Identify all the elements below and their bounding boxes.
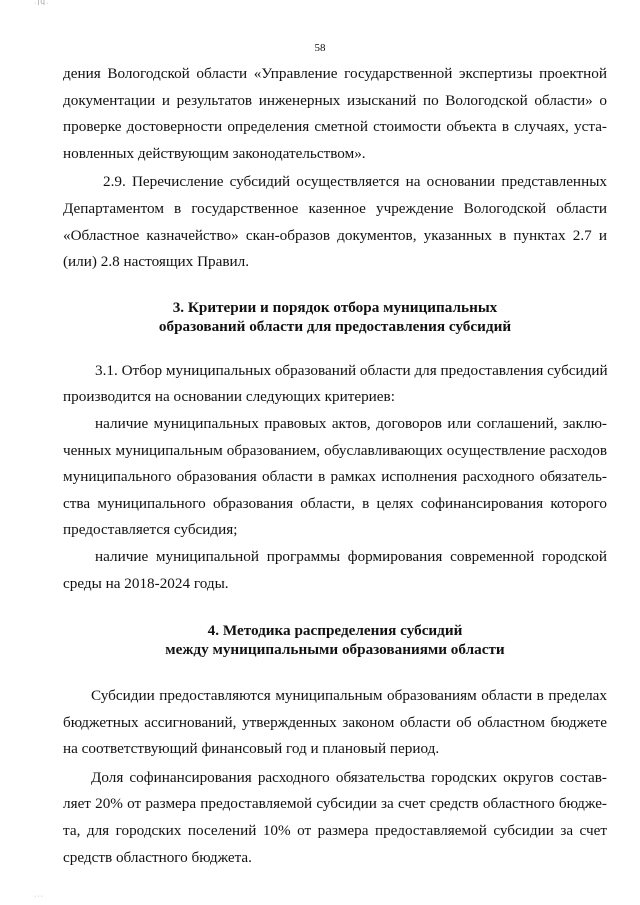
text-line: муниципального образования области в рамках исполнения расходного обязатель- [63,468,607,486]
text-line: «Областное казначейство» скан-образов документов, указанных в пунктах 2.7 и [63,226,607,244]
document-body [63,61,607,871]
section-4-heading [63,621,607,659]
paragraph-4-1 [63,683,607,763]
paragraph-criterion-1 [63,411,607,544]
text-line: та, для городских поселений 10% от размера предоставляемой субсидии за счет [63,822,607,840]
paragraph-3-1 [63,358,607,411]
text-line: наличие муниципальной программы формирования современной городской [95,547,607,565]
heading-line: между муниципальными образованиями области [165,641,505,659]
text-line: Доля софинансирования расходного обязательства городских округов состав- [91,768,607,786]
paragraph-2-9 [63,169,607,275]
text-line: производится на основании следующих критериев: [63,388,395,406]
text-line: Департаментом в государственное казенное учреждение Вологодской области [63,199,607,217]
text-line: на соответствующий финансовый год и плановый период. [63,740,440,758]
text-line: ляет 20% от размера предоставляемой субсидии за счет средств областного бюдже- [63,795,607,813]
scan-corner-mark-top: ·ІЧ· [34,0,50,7]
paragraph-4-2 [63,765,607,871]
text-line: 3.1. Отбор муниципальных образований области для предоставления субсидий [95,361,608,379]
text-line: документации и результатов инженерных изысканий по Вологодской области» о [63,91,607,109]
text-line: наличие муниципальных правовых актов, договоров или соглашений, заклю- [95,414,607,432]
text-line: ства муниципального образования области, в целях софинансирования которого [63,494,607,512]
text-line: Субсидии предоставляются муниципальным образованиям области в пределах [91,687,607,705]
heading-line: 4. Методика распределения субсидий [207,622,463,640]
text-line: дения Вологодской области «Управление государственной экспертизы проектной [63,65,607,82]
text-line: средств областного бюджета. [63,848,252,866]
section-3-heading [63,298,607,336]
heading-line: образований области для предоставления субсидий [158,317,512,335]
scan-corner-mark-bottom: ··· [34,893,44,900]
paragraph-criterion-2 [63,544,607,597]
text-line: бюджетных ассигнований, утвержденных законом области об областном бюджете [63,713,607,731]
page-number: 58 [314,42,326,54]
text-line: 2.9. Перечисление субсидий осуществляется на основании представленных [103,173,607,191]
paragraph-2-8-tail [63,61,607,167]
text-line: новленных действующим законодательством». [63,144,366,162]
text-line: проверке достоверности определения сметной стоимости объекта в случаях, уста- [63,118,607,136]
text-line: среды на 2018-2024 годы. [63,574,229,592]
text-line: предоставляется субсидия; [63,521,238,539]
text-line: ченных муниципальным образованием, обуславливающих осуществление расходов [63,441,607,459]
heading-line: 3. Критерии и порядок отбора муниципальных [172,298,498,316]
text-line: (или) 2.8 настоящих Правил. [63,253,250,271]
